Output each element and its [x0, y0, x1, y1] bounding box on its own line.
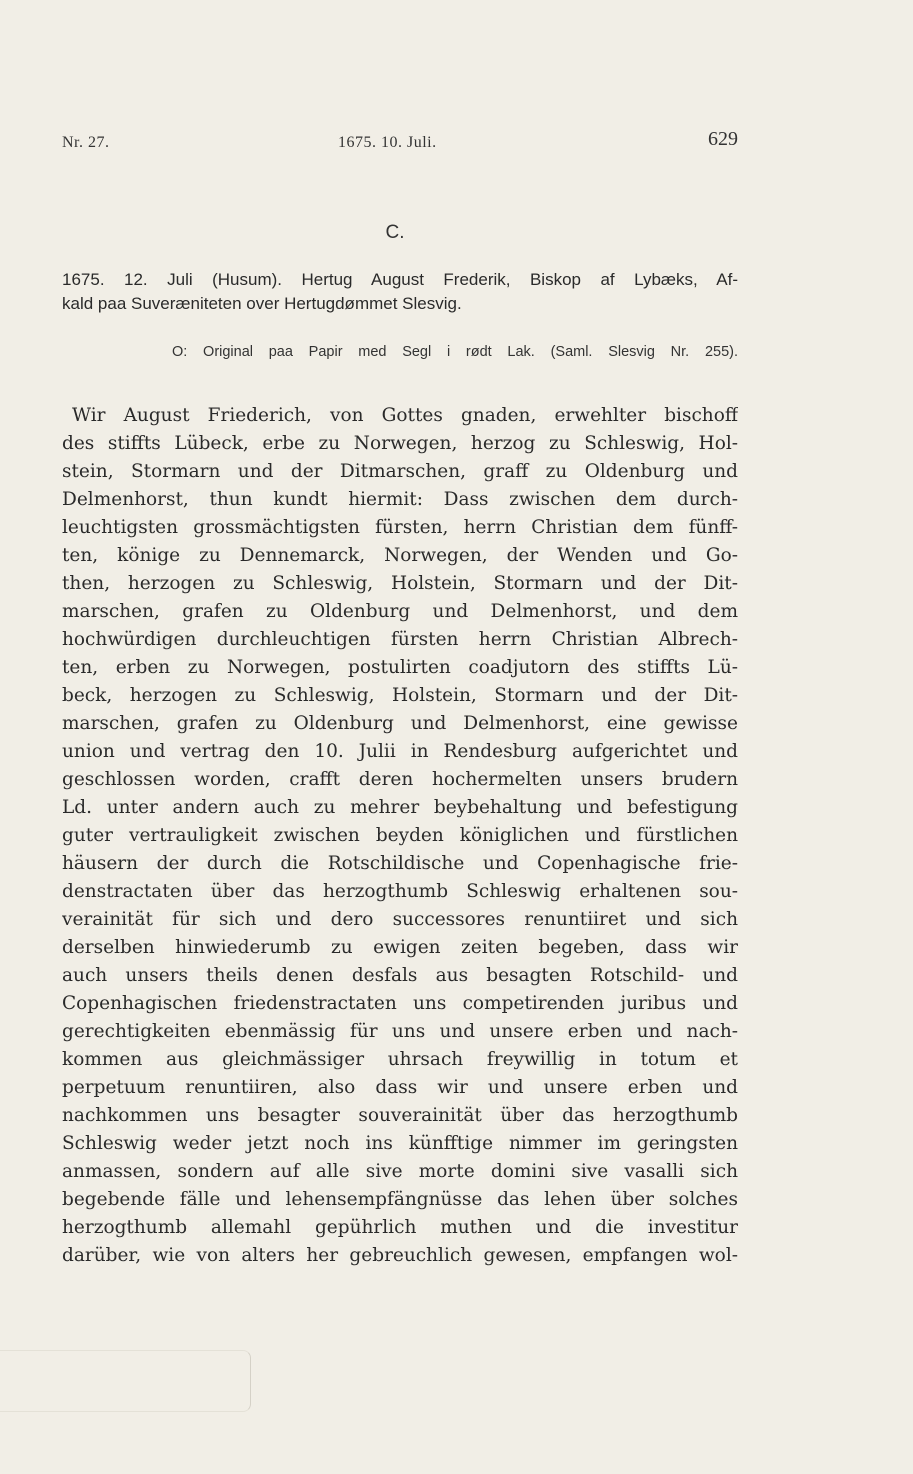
- body-line: darüber, wie von alters her gebreuchlich gewesen, empfangen wol-: [62, 1245, 738, 1266]
- body-line: union und vertrag den 10. Julii in Rendesburg aufgerichtet und: [62, 741, 738, 762]
- document-number: Nr. 27.: [62, 134, 110, 151]
- running-date: 1675. 10. Juli.: [338, 134, 437, 151]
- body-line: Wir August Friederich, von Gottes gnaden, erwehlter bischoff: [72, 405, 738, 426]
- body-line: geschlossen worden, crafft deren hochermelten unsers brudern: [62, 769, 738, 790]
- paper-mark: [0, 1350, 251, 1412]
- body-line: Copenhagischen friedenstractaten uns competirenden juribus und: [62, 993, 738, 1014]
- section-letter: C.: [385, 222, 405, 243]
- heading-line: 1675. 12. Juli (Husum). Hertug August Frederik, Biskop af Lybæks, Af-: [62, 270, 738, 289]
- body-line: then, herzogen zu Schleswig, Holstein, Stormarn und der Dit-: [62, 573, 738, 594]
- heading-line: kald paa Suveræniteten over Hertugdømmet Slesvig.: [62, 294, 462, 313]
- body-line: herzogthumb allemahl gepührlich muthen und die investitur: [62, 1217, 738, 1238]
- body-line: häusern der durch die Rotschildische und Copenhagische frie-: [62, 853, 738, 874]
- body-line: kommen aus gleichmässiger uhrsach freywillig in totum et: [62, 1049, 738, 1070]
- body-line: auch unsers theils denen desfals aus besagten Rotschild- und: [62, 965, 738, 986]
- body-line: denstractaten über das herzogthumb Schleswig erhaltenen sou-: [62, 881, 738, 902]
- body-line: perpetuum renuntiiren, also dass wir und unsere erben und: [62, 1077, 738, 1098]
- body-line: Delmenhorst, thun kundt hiermit: Dass zwischen dem durch-: [62, 489, 738, 510]
- body-line: ten, erben zu Norwegen, postulirten coadjutorn des stiffts Lü-: [62, 657, 738, 678]
- body-line: marschen, grafen zu Oldenburg und Delmenhorst, und dem: [62, 601, 738, 622]
- body-line: guter vertrauligkeit zwischen beyden königlichen und fürstlichen: [62, 825, 738, 846]
- body-line: hochwürdigen durchleuchtigen fürsten herrn Christian Albrech-: [62, 629, 738, 650]
- body-line: des stiffts Lübeck, erbe zu Norwegen, herzog zu Schleswig, Hol-: [62, 433, 738, 454]
- document-body: [62, 402, 738, 1270]
- body-line: marschen, grafen zu Oldenburg und Delmenhorst, eine gewisse: [62, 713, 738, 734]
- body-line: leuchtigsten grossmächtigsten fürsten, herrn Christian dem fünff-: [62, 517, 738, 538]
- page-number: 629: [708, 128, 738, 150]
- document-heading: [62, 268, 738, 316]
- body-line: Ld. unter andern auch zu mehrer beybehaltung und befestigung: [62, 797, 738, 818]
- body-line: stein, Stormarn und der Ditmarschen, graff zu Oldenburg und: [62, 461, 738, 482]
- running-head: [62, 128, 738, 158]
- body-line: anmassen, sondern auf alle sive morte domini sive vasalli sich: [62, 1161, 738, 1182]
- body-line: derselben hinwiederumb zu ewigen zeiten begeben, dass wir: [62, 937, 738, 958]
- body-line: gerechtigkeiten ebenmässig für uns und unsere erben und nach-: [62, 1021, 738, 1042]
- body-line: Schleswig weder jetzt noch ins künfftige nimmer im geringsten: [62, 1133, 738, 1154]
- body-line: begebende fälle und lehensempfängnüsse das lehen über solches: [62, 1189, 738, 1210]
- body-line: ten, könige zu Dennemarck, Norwegen, der Wenden und Go-: [62, 545, 738, 566]
- body-line: verainität für sich und dero successores renuntiiret und sich: [62, 909, 738, 930]
- body-line: beck, herzogen zu Schleswig, Holstein, Stormarn und der Dit-: [62, 685, 738, 706]
- source-note: O: Original paa Papir med Segl i rødt Lak. (Saml. Slesvig Nr. 255).: [172, 344, 738, 360]
- body-line: nachkommen uns besagter souverainität über das herzogthumb: [62, 1105, 738, 1126]
